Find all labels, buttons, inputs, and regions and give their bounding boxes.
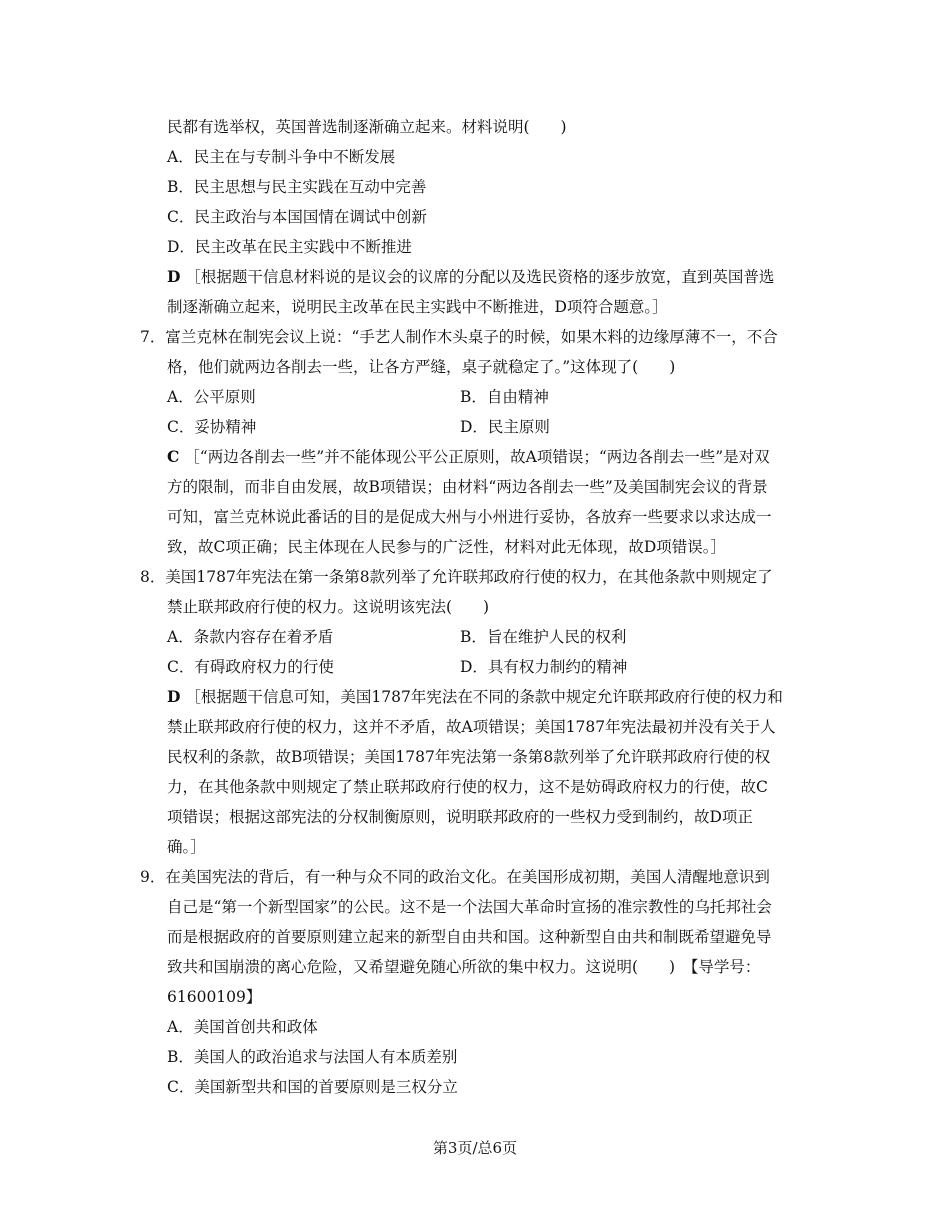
text-line: 项错误；根据这部宪法的分权制衡原则，说明联邦政府的一些权力受到制约，故D项正 [167, 808, 753, 826]
option-d: D．具有权力制约的精神 [460, 658, 628, 676]
answer-text: ［根据题干信息可知，美国1787年宪法在不同的条款中规定允许联邦政府行使的权力和 [185, 688, 783, 706]
text-line: 可知，富兰克林说此番话的目的是促成大州与小州进行妥协，各放弃一些要求以求达成一 [167, 508, 772, 526]
option-a: A．美国首创共和政体 [167, 1018, 318, 1036]
question-9: 9．在美国宪法的背后，有一种与众不同的政治文化。在美国形成初期，美国人清醒地意识到 [140, 868, 770, 886]
text-line: 禁止联邦政府行使的权力。这说明该宪法( ) [167, 598, 490, 616]
answer-line [167, 266, 774, 288]
text-line: 方的限制，而非自由发展，故B项错误；由材料“两边各削去一些”及美国制宪会议的背景 [167, 478, 768, 496]
text-line: 禁止联邦政府行使的权力，这并不矛盾，故A项错误；美国1787年宪法最初并没有关于人 [167, 718, 776, 736]
option-c: C．美国新型共和国的首要原则是三权分立 [167, 1078, 458, 1096]
option-c: C．有碍政府权力的行使 [167, 658, 334, 676]
text-line: 致，故C项正确；民主体现在人民参与的广泛性，材料对此无体现，故D项错误。］ [167, 538, 727, 556]
option-d: D．民主原则 [460, 418, 550, 436]
guide-number: 61600109】 [167, 988, 262, 1006]
text-line: 制逐渐确立起来，说明民主改革在民主实践中不断推进，D项符合题意。］ [167, 298, 668, 316]
text-line: 格，他们就两边各削去一些，让各方严缝，桌子就稳定了。”这体现了( ) [167, 358, 676, 376]
option-c: C．民主政治与本国国情在调试中创新 [167, 208, 427, 226]
answer-text: ［根据题干信息材料说的是议会的议席的分配以及选民资格的逐步放宽，直到英国普选 [185, 268, 775, 286]
option-c: C．妥协精神 [167, 418, 257, 436]
option-b: B．旨在维护人民的权利 [460, 628, 627, 646]
answer-text: ［“两边各削去一些”并不能体现公平公正原则，故A项错误；“两边各削去一些”是对双 [184, 448, 770, 466]
answer-letter: D [167, 267, 181, 286]
option-b: B．自由精神 [460, 388, 549, 406]
option-d: D．民主改革在民主实践中不断推进 [167, 238, 412, 256]
option-a: A．公平原则 [167, 388, 256, 406]
option-b: B．美国人的政治追求与法国人有本质差别 [167, 1048, 458, 1066]
text-line: 民权利的条款，故B项错误；美国1787年宪法第一条第8款列举了允许联邦政府行使的权 [167, 748, 771, 766]
question-8: 8．美国1787年宪法在第一条第8款列举了允许联邦政府行使的权力，在其他条款中则规定了 [140, 568, 773, 586]
option-a: A．条款内容存在着矛盾 [167, 628, 334, 646]
question-7: 7．富兰克林在制宪会议上说：“手艺人制作木头桌子的时候，如果木料的边缘厚薄不一，不合 [140, 328, 778, 346]
option-b: B．民主思想与民主实践在互动中完善 [167, 178, 427, 196]
option-a: A．民主在与专制斗争中不断发展 [167, 148, 396, 166]
answer-letter: D [167, 687, 181, 706]
text-line: 民都有选举权，英国普选制逐渐确立起来。材料说明( ) [167, 118, 567, 136]
answer-letter: C [167, 447, 180, 466]
text-line: 致共和国崩溃的离心危险，又希望避免随心所欲的集中权力。这说明( ) 【导学号： [167, 958, 761, 976]
text-line: 力，在其他条款中则规定了禁止联邦政府行使的权力，这不是妨碍政府权力的行使，故C [167, 778, 768, 796]
page-footer: 第3页/总6页 [432, 1139, 518, 1157]
text-line: 自己是“第一个新型国家”的公民。这不是一个法国大革命时宣扬的准宗教性的乌托邦社会 [167, 898, 772, 916]
answer-line [167, 446, 770, 468]
text-line: 确。］ [167, 838, 206, 856]
text-line: 而是根据政府的首要原则建立起来的新型自由共和国。这种新型自由共和制既希望避免导 [167, 928, 772, 946]
answer-line [167, 686, 783, 708]
